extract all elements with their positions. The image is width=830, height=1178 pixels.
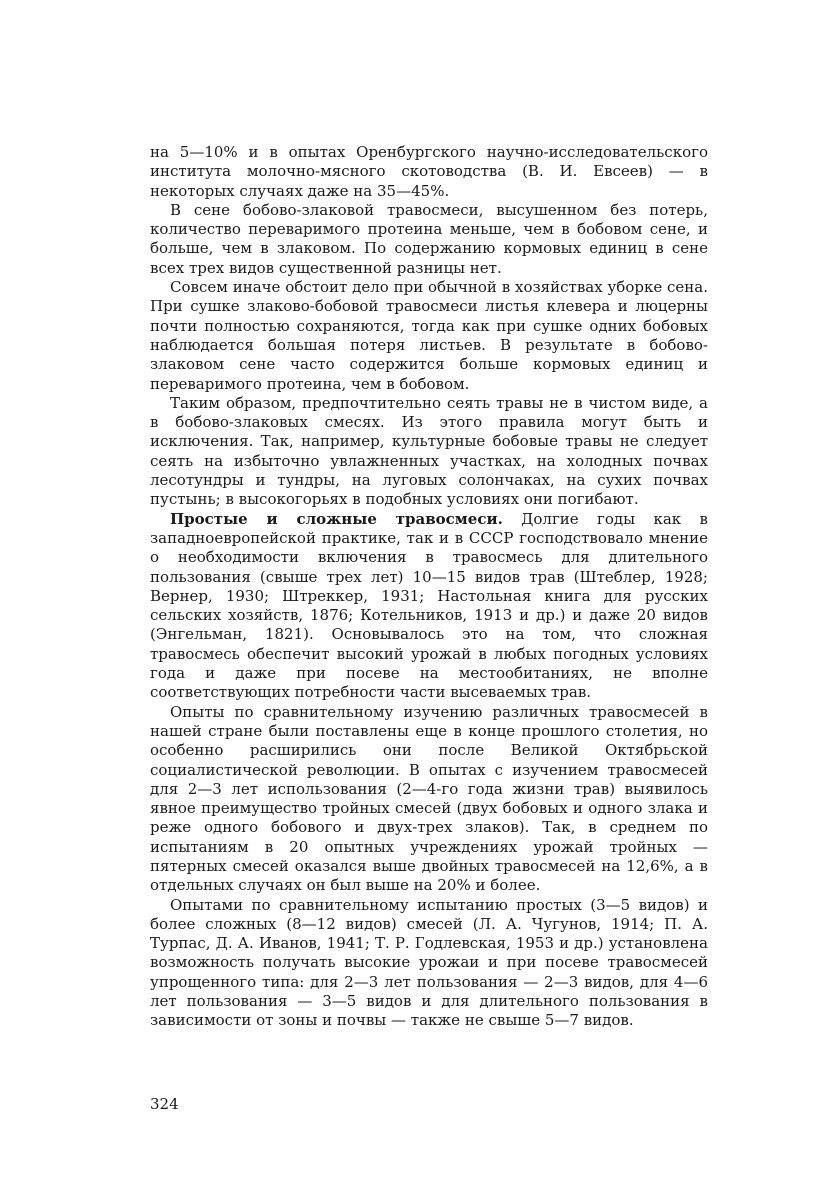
paragraph-7: Опытами по сравнительному испытанию простых (3—5 видов) и более сложных (8—12 видов) смесей (Л. А. Чугунов, 1914; П. А. Турпас, Д. А. Иванов, 1941; Т. Р. Годлевская, 1953 и др.) установлена возможность получать высокие урожаи и при посеве травосмесей упрощенного типа: для 2—3 лет пользования — 2—3 видов, для 4—6 лет пользования — 3—5 видов и для длительного пользования в зависимости от зоны и почвы — также не свыше 5—7 видов.: [150, 895, 708, 1030]
paragraph-3: Совсем иначе обстоит дело при обычной в хозяйствах уборке сена. При сушке злаково-бобовой травосмеси листья клевера и люцерны почти полностью сохраняются, тогда как при сушке одних бобовых наблюдается большая потеря листьев. В результате в бобово-злаковом сене часто содержится больше кормовых единиц и переваримого протеина, чем в бобовом.: [150, 278, 708, 393]
paragraph-5: [150, 510, 708, 703]
paragraph-4: Таким образом, предпочтительно сеять травы не в чистом виде, а в бобово-злаковых смесях. Из этого правила могут быть и исключения. Так, например, культурные бобовые травы не следует сеять на избыточно увлажненных участках, на холодных почвах лесотундры и тундры, на луговых солончаках, на сухих почвах пустынь; в высокогорьях в подобных условиях они погибают.: [150, 393, 708, 509]
page-number: 324: [150, 1095, 179, 1113]
paragraph-5-text: Долгие годы как в западноевропейской практике, так и в СССР господствовало мнение о необходимости включения в травосмесь для длительного пользования (свыше трех лет) 10—15 видов трав (Штеблер, 1928; Вернер, 1930; Штреккер, 1931; Настольная книга для русских сельских хозяйств, 1876; Котельников, 1913 и др.) и даже 20 видов (Энгельман, 1821). Основывалось это на том, что сложная травосмесь обеспечит высокий урожай в любых погодных условиях года и даже при посеве на местообитаниях, не вполне соответствующих потребности части высеваемых трав.: [150, 509, 708, 702]
section-heading: Простые и сложные травосмеси.: [170, 509, 503, 528]
body-text: [150, 143, 708, 1031]
paragraph-1: на 5—10% и в опытах Оренбургского научно-исследовательского института молочно-мясного скотоводства (В. И. Евсеев) — в некоторых случаях даже на 35—45%.: [150, 143, 708, 200]
paragraph-2: В сене бобово-злаковой травосмеси, высушенном без потерь, количество переваримого протеина меньше, чем в бобовом сене, и больше, чем в злаковом. По содержанию кормовых единиц в сене всех трех видов существенной разницы нет.: [150, 200, 708, 277]
paragraph-6: Опыты по сравнительному изучению различных травосмесей в нашей стране были поставлены еще в конце прошлого столетия, но особенно расширились они после Великой Октябрьской социалистической революции. В опытах с изучением травосмесей для 2—3 лет использования (2—4-го года жизни трав) выявилось явное преимущество тройных смесей (двух бобовых и одного злака и реже одного бобового и двух-трех злаков). Так, в среднем по испытаниям в 20 опытных учреждениях урожай тройных — пятерных смесей оказался выше двойных травосмесей на 12,6%, а в отдельных случаях он был выше на 20% и более.: [150, 702, 708, 895]
